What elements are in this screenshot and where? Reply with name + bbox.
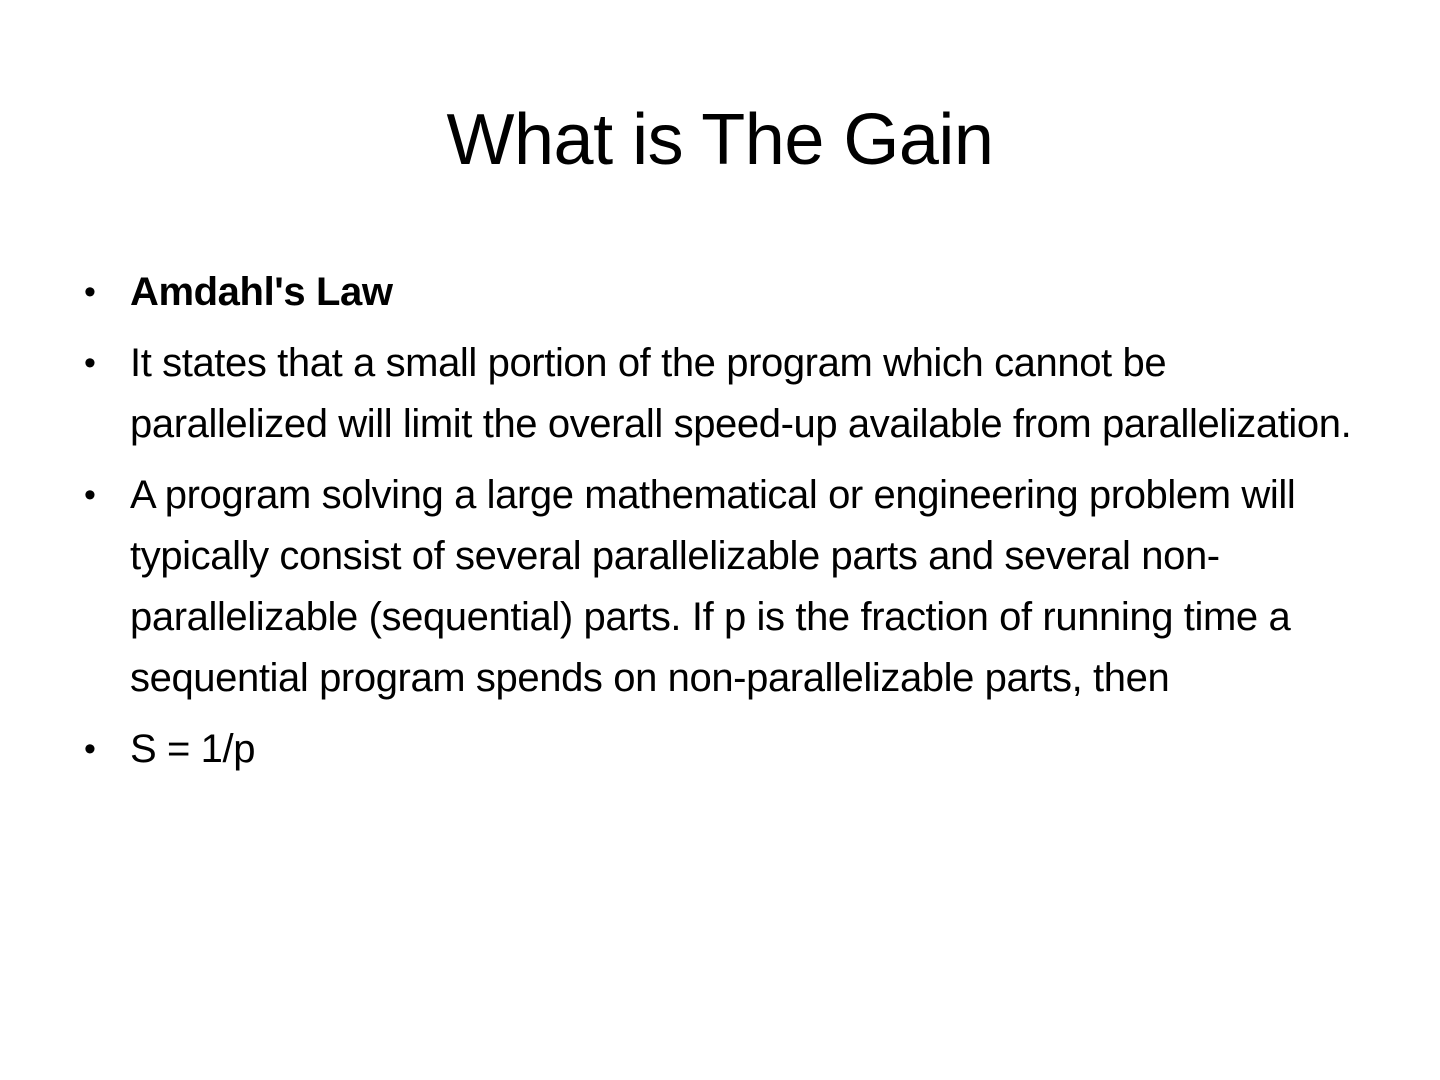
bullet-icon: •	[84, 730, 96, 768]
bullet-item-formula	[84, 719, 1364, 780]
bullet-text: S = 1/p	[130, 727, 256, 771]
bullet-icon: •	[84, 344, 96, 382]
slide-title: What is The Gain	[446, 100, 994, 180]
bullet-item-amdahls-law	[84, 262, 1364, 323]
bullet-text: It states that a small portion of the program which cannot be parallelized will limit the overall speed-up available from parallelization.	[130, 341, 1352, 446]
bullet-list	[84, 262, 1364, 790]
bullet-text: Amdahl's Law	[130, 270, 393, 314]
bullet-item-program-parts	[84, 465, 1364, 709]
bullet-icon: •	[84, 273, 96, 311]
bullet-text: A program solving a large mathematical or engineering problem will typically consist of several parallelizable parts and several non-parallelizable (sequential) parts. If p is the fraction of running time a sequential program spends on non-parallelizable parts, then	[130, 473, 1296, 700]
bullet-item-definition	[84, 333, 1364, 455]
bullet-icon: •	[84, 476, 96, 514]
